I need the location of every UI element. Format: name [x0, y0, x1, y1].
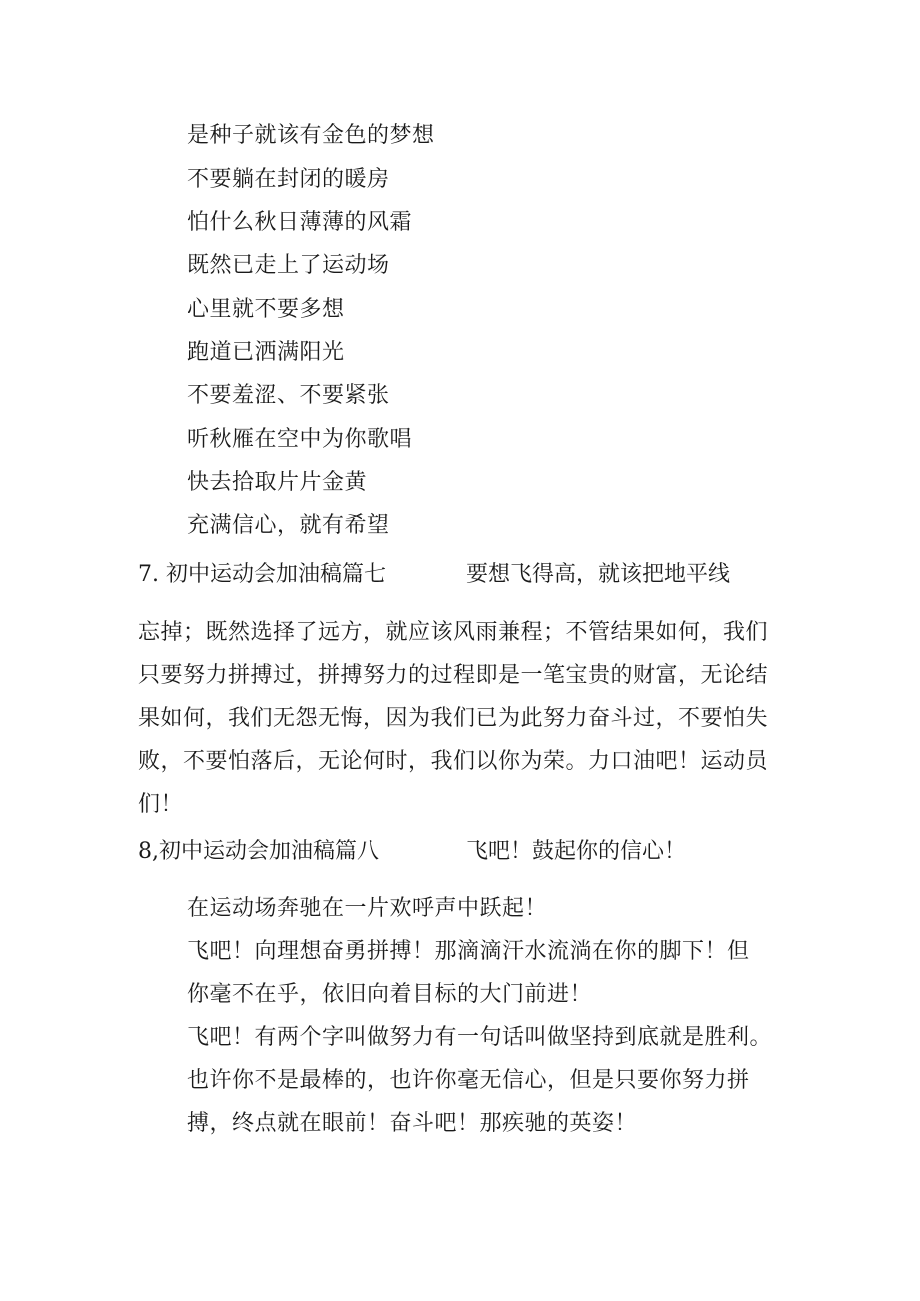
poem-line: 既然已走上了运动场	[187, 253, 390, 278]
section-7-number: 7	[138, 562, 152, 587]
section-7-body-line: 败，不要怕落后，无论何时，我们以你为荣。力口油吧！运动员	[138, 749, 769, 774]
poem-line: 听秋雁在空中为你歌唱	[187, 427, 413, 452]
poem-line: 不要躺在封闭的暖房	[187, 167, 390, 192]
section-7-body-line: 忘掉；既然选择了远方，就应该风雨兼程；不管结果如何，我们	[138, 620, 769, 645]
poem-line: 心里就不要多想	[187, 297, 345, 322]
poem-line: 充满信心，就有希望	[187, 513, 390, 538]
section-8-body-line: 也许你不是最棒的，也许你毫无信心，但是只要你努力拼	[187, 1068, 750, 1093]
section-8-body-line: 你毫不在乎，依旧向着目标的大门前进！	[187, 982, 593, 1007]
section-7-body-line: 果如何，我们无怨无悔，因为我们已为此努力奋斗过，不要怕失	[138, 706, 769, 731]
section-8-body-line: 搏，终点就在眼前！奋斗吧！那疾驰的英姿！	[187, 1111, 638, 1136]
section-8-body-line: 飞吧！有两个字叫做努力有一句话叫做坚持到底就是胜利。	[187, 1025, 773, 1050]
section-7-body-line: 只要努力拼搏过，拼搏努力的过程即是一笔宝贵的财富，无论结	[138, 663, 769, 688]
section-8-body-line: 飞吧！向理想奋勇拼搏！那滴滴汗水流淌在你的脚下！但	[187, 939, 750, 964]
section-8-body-line: 在运动场奔驰在一片欢呼声中跃起！	[187, 896, 548, 921]
section-7-body-line: 们！	[138, 792, 184, 817]
poem-line: 不要羞涩、不要紧张	[187, 383, 390, 408]
poem-line: 跑道已洒满阳光	[187, 340, 345, 365]
section-7-title: . 初中运动会加油稿篇七	[152, 562, 386, 587]
section-8-number: 8,	[138, 839, 159, 864]
poem-line: 怕什么秋日薄薄的风霜	[187, 210, 413, 235]
poem-line: 是种子就该有金色的梦想	[187, 123, 435, 148]
section-8-title: 初中运动会加油稿篇八	[159, 839, 380, 864]
section-7-heading	[138, 561, 778, 589]
section-7-lead: 要想飞得高，就该把地平线	[466, 562, 731, 587]
section-8-lead: 飞吧！鼓起你的信心！	[466, 839, 687, 864]
section-8-heading	[138, 838, 778, 866]
poem-line: 快去拾取片片金黄	[187, 470, 368, 495]
